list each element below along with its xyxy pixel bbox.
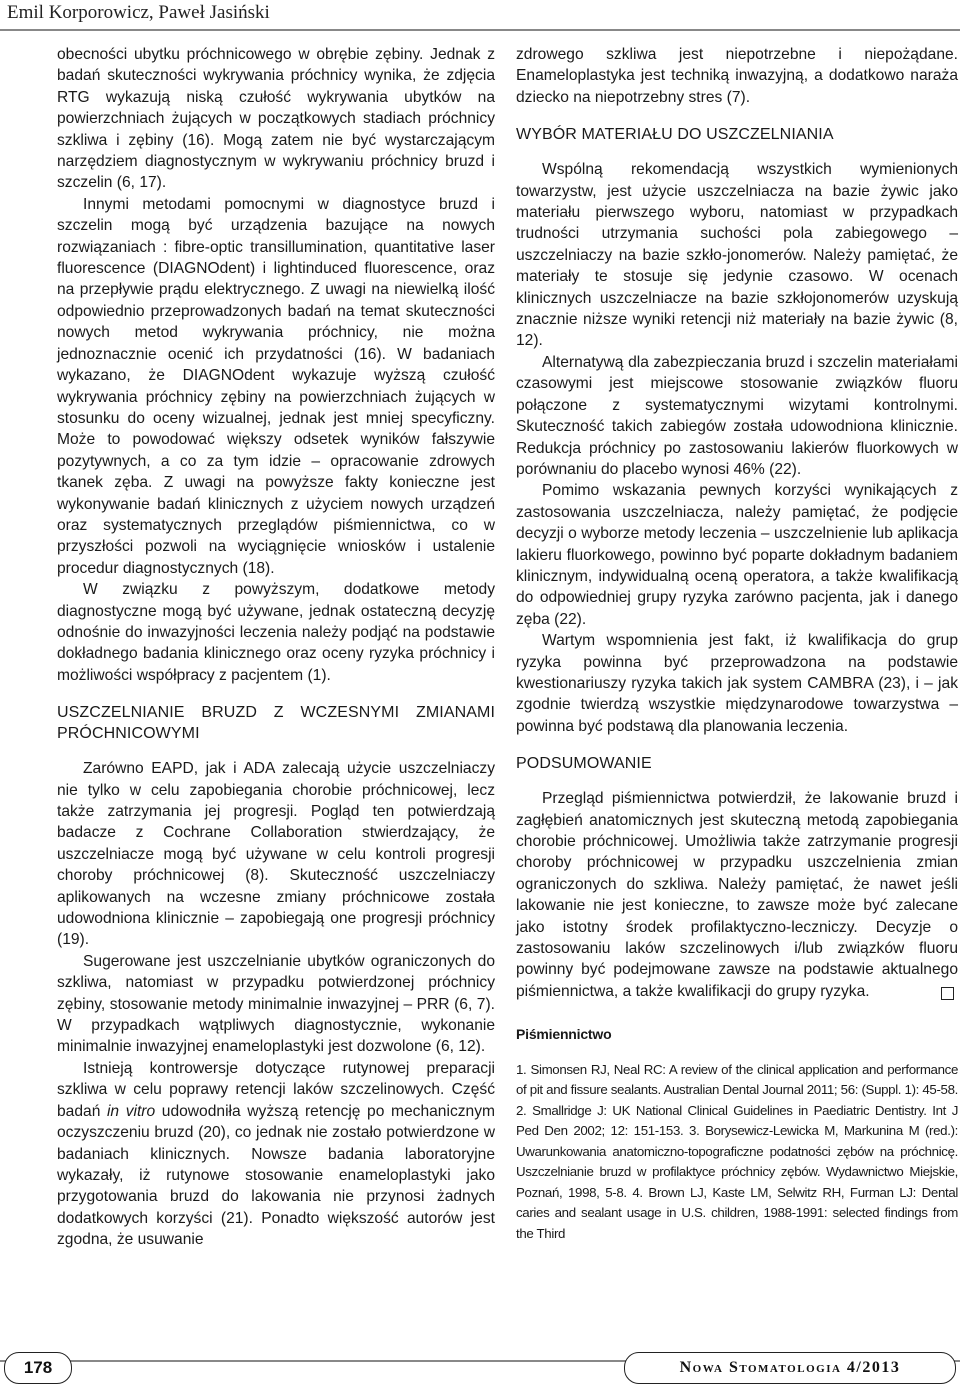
text-run: udowodniła wyższą retencję po mechanicznym oczyszczeniu bruzd (20), co jednak nie zostało potwierdzone w badaniach klinicznych. Nowsze badania laboratoryjne wykazały, iż rutynowe stosowanie enameloplastyki jako przygotowania bruzd do lakowania nie przynosi żadnych dodatkowych korzyści (21). Ponadto większość autorów jest zgodna, że usuwanie (57, 1102, 495, 1249)
journal-name: Nowa Stomatologia 4/2013 (624, 1352, 956, 1384)
paragraph: Wartym wspomnienia jest fakt, iż kwalifikacja do grup ryzyka powinna być przeprowadzona na podstawie kwestionariuszy ryzyka takich jak system CAMBRA (23), i – jak zgodnie twierdzą wszystkie międzynarodowe towarzystwa – powinna być podstawą dla planowania leczenia. (516, 632, 958, 735)
paragraph: Sugerowane jest uszczelnianie ubytków ograniczonych do szkliwa, natomiast w przypadku potwierdzonej próchnicy zębiny, stosowanie metody minimalnie inwazyjnej – PRR (6, 7). W przypadkach wątpliwych diagnostycznie, wykonanie minimalnie inwazyjnej enameloplastyki jest dozwolone (6, 12). (57, 952, 495, 1056)
references-title: Piśmiennictwo (516, 1026, 612, 1043)
paragraph: Wspólną rekomendacją wszystkich wymienionych towarzystw, jest użycie uszczelniacza na bazie żywic jako materiału pierwszego wyboru, natomiast w przypadkach trudności utrzymania suchości pola zabiegowego – uszczelniaczy na bazie szkło-jonomerów. Należy pamiętać, że materiały te stosuje się jedynie czasowo. W ocenach klinicznych uszczelniacze na bazie szkłojonomerów uzyskują znacznie niższe wyniki retencji niż materiały na bazie żywic (8, 12). (516, 161, 958, 350)
paragraph (57, 1058, 495, 1251)
page-number: 178 (4, 1352, 72, 1384)
section-heading: PODSUMOWANIE (516, 755, 652, 773)
paragraph: zdrowego szkliwa jest niepotrzebne i niepożądane. Enameloplastyka jest techniką inwazyjną, a dodatkowo naraża dziecko na niepotrzebny stres (7). (516, 46, 958, 106)
italic-term: in vitro (106, 1102, 156, 1120)
end-of-article-square-icon (941, 987, 954, 1000)
paragraph: Pomimo wskazania pewnych korzyści wynikających z zastosowania uszczelniacza, należy pamiętać, że podjęcie decyzji o wyborze metody leczenia – uszczelnienie lub aplikacja lakieru fluorkowego, powinno być poparte dokładnym badaniem klinicznym, indywidualną oceną operatora, a także kwalifikacją do odpowiedniej grupy ryzyka zarówno pacjenta, jak i danego zęba (22). (516, 482, 958, 628)
header-divider (0, 29, 960, 31)
text-run: Istnieją kontrowersje dotyczące rutynowej preparacji szkliwa w celu poprawy retencji laków szczelinowych. Część badań (57, 1059, 495, 1120)
paragraph: Zarówno EAPD, jak i ADA zalecają użycie uszczelniaczy nie tylko w celu zapobiegania chorobie próchnicowej, lecz także zatrzymania jej progresji. Pogląd ten potwierdzają badacze z Cochrane Collaboration stwierdzający, że uszczelniacze mogą być używane w celu kontroli progresji choroby próchnicowej (8). Skuteczność uszczelniaczy aplikowanych na wczesne zmiany próchnicowe została udowodniona klinicznie – zapobiegają one progresji próchnicy (19). (57, 760, 495, 949)
references-list: 1. Simonsen RJ, Neal RC: A review of the clinical application and performance of pit and fissure sealants. Australian Dental Journal 2011; 56: (Suppl. 1): 45-58. 2. Smallridge J: UK National Clinical Guidelines in Paediatric Dentistry. Int J Ped Den 2002; 12: 151-153. 3. Borysewicz-Lewicka M, Markunina M (red.): Uwarunkowania anatomiczno-topograficzne podatności zębów na próchnicę. Uszczelnianie bruzd w profilaktyce próchnicy zębów. Wydawnictwo Miejskie, Poznań, 1998, 5-8. 4. Brown LJ, Kaste LM, Selwitz RH, Furman LJ: Dental caries and sealant usage in U.S. children, 1988-1991: selected findings from the Third (516, 1061, 958, 1241)
running-head-authors: Emil Korporowicz, Paweł Jasiński (7, 2, 270, 23)
paragraph: Alternatywą dla zabezpieczania bruzd i szczelin materiałami czasowymi jest miejscowe stosowanie związków fluoru połączone z systematycznymi wizytami kontrolnymi. Skuteczność takich zabiegów została udowodniona klinicznie. Redukcja próchnicy po zastosowaniu lakierów fluorkowych w porównaniu do placebo wynosi 46% (22). (516, 353, 958, 478)
section-heading: USZCZELNIANIE BRUZD Z WCZESNYMI ZMIANAMI PRÓCHNICOWYMI (57, 704, 495, 743)
paragraph (516, 788, 958, 1002)
paragraph: W związku z powyższym, dodatkowe metody diagnostyczne mogą być używane, jednak ostateczną decyzję odnośnie do inwazyjności leczenia należy podjąć na podstawie dokładnego badania klinicznego oraz oceny ryzyka próchnicy i możliwości współpracy z pacjentem (1). (57, 581, 495, 684)
section-heading: WYBÓR MATERIAŁU DO USZCZELNIANIA (516, 126, 834, 144)
left-column (57, 44, 495, 1251)
right-column (516, 44, 958, 1244)
text-run: Przegląd piśmiennictwa potwierdził, że lakowanie bruzd i zagłębień anatomicznych jest skuteczną metodą zapobiegania chorobie próchnicowej. Umożliwia także zatrzymanie progresji choroby próchnicowej w przypadku uszczelnienia zmian ograniczonych do szkliwa. Należy pamiętać, że nawet jeśli lakowanie nie jest konieczne, to zawsze może być zalecane jako istotny środek profilaktyczno-leczniczy. Decyzje o zastosowaniu laków szczelinowych i/lub związków fluoru powinny być podejmowane zawsze na podstawie aktualnego piśmiennictwa, a także kwalifikacji do grupy ryzyka. (516, 790, 958, 1000)
paragraph: Innymi metodami pomocnymi w diagnostyce bruzd i szczelin mogą być urządzenia bazujące na nowych rozwiązaniach : fibre-optic transillumination, quantitative laser fluorescence (DIAGNOdent) i lightinduced fluorescence, oraz na przepływie prądu elektrycznego. Z uwagi na niewielką ilość odpowiednio przeprowadzonych badań na temat skuteczności nowych metod wykrywania próchnicy, nie można jednoznacznie ocenić ich przydatności (16). W badaniach wykazano, że DIAGNOdent wykazuje wyższą czułość wykrywania próchnicy zębiny na powierzchniach żujących w stosunku do oceny wizualnej, jednak jest mniej specyficzny. Może to powodować większy odsetek wyników fałszywie pozytywnych, a co za tym idzie – opracowanie zdrowych tkanek zęba. Z uwagi na powyższe fakty konieczne jest wykonywanie badań klinicznych z użyciem nowych urządzeń oraz systematycznych przeglądów piśmiennictwa, co w przyszłości pozwoli na wyciągnięcie wniosków i ustalenie procedur diagnostycznych (18). (57, 195, 495, 577)
paragraph: obecności ubytku próchnicowego w obrębie zębiny. Jednak z badań skuteczności wykrywania próchnicy wynika, że zdjęcia RTG wykazują niską czułość wykrywania ubytków na powierzchniach żujących w początkowych stadiach próchnicy szkliwa i zębiny (16). Mogą zatem nie być wystarczającym narzędziem diagnostycznym w wykrywaniu próchnicy bruzd i szczelin (6, 17). (57, 46, 495, 192)
